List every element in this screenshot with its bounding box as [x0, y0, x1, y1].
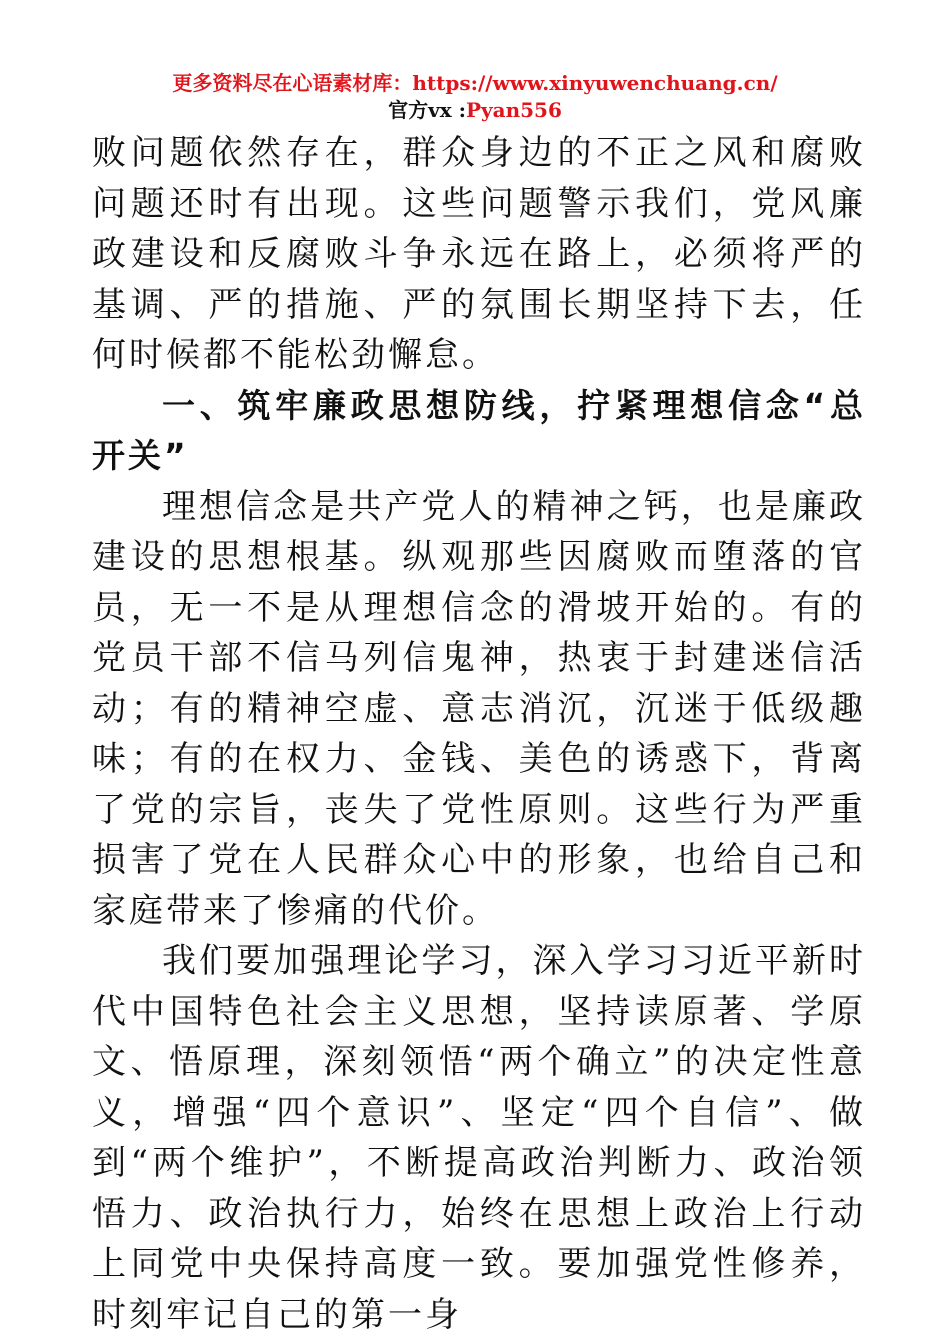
- contact-label: 官方vx :: [388, 98, 466, 122]
- document-body: [92, 128, 866, 1340]
- paragraph-continued: 败问题依然存在，群众身边的不正之风和腐败问题还时有出现。这些问题警示我们，党风廉政建设和反腐败斗争永远在路上，必须将严的基调、严的措施、严的氛围长期坚持下去，任何时候都不能松劲懈怠。: [92, 133, 866, 375]
- contact-account: Pyan556: [465, 98, 562, 122]
- paragraph: 理想信念是共产党人的精神之钙，也是廉政建设的思想根基。纵观那些因腐败而堕落的官员，无一不是从理想信念的滑坡开始的。有的党员干部不信马列信鬼神，热衷于封建迷信活动；有的精神空虚、意志消沉，沉迷于低级趣味；有的在权力、金钱、美色的诱惑下，背离了党的宗旨，丧失了党性原则。这些行为严重损害了党在人民群众心中的形象，也给自己和家庭带来了惨痛的代价。: [92, 486, 866, 931]
- contact-line: [0, 97, 950, 124]
- promo-link-text[interactable]: 更多资料尽在心语素材库：https://www.xinyuwenchuang.cn/: [172, 71, 778, 95]
- page-header: [0, 70, 950, 124]
- section-heading: 一、筑牢廉政思想防线，拧紧理想信念“总开关”: [92, 385, 866, 475]
- paragraph: 我们要加强理论学习，深入学习习近平新时代中国特色社会主义思想，坚持读原著、学原文、悟原理，深刻领悟“两个确立”的决定性意义，增强“四个意识”、坚定“四个自信”、做到“两个维护”，不断提高政治判断力、政治领悟力、政治执行力，始终在思想上政治上行动上同党中央保持高度一致。要加强党性修养，时刻牢记自己的第一身: [92, 941, 866, 1335]
